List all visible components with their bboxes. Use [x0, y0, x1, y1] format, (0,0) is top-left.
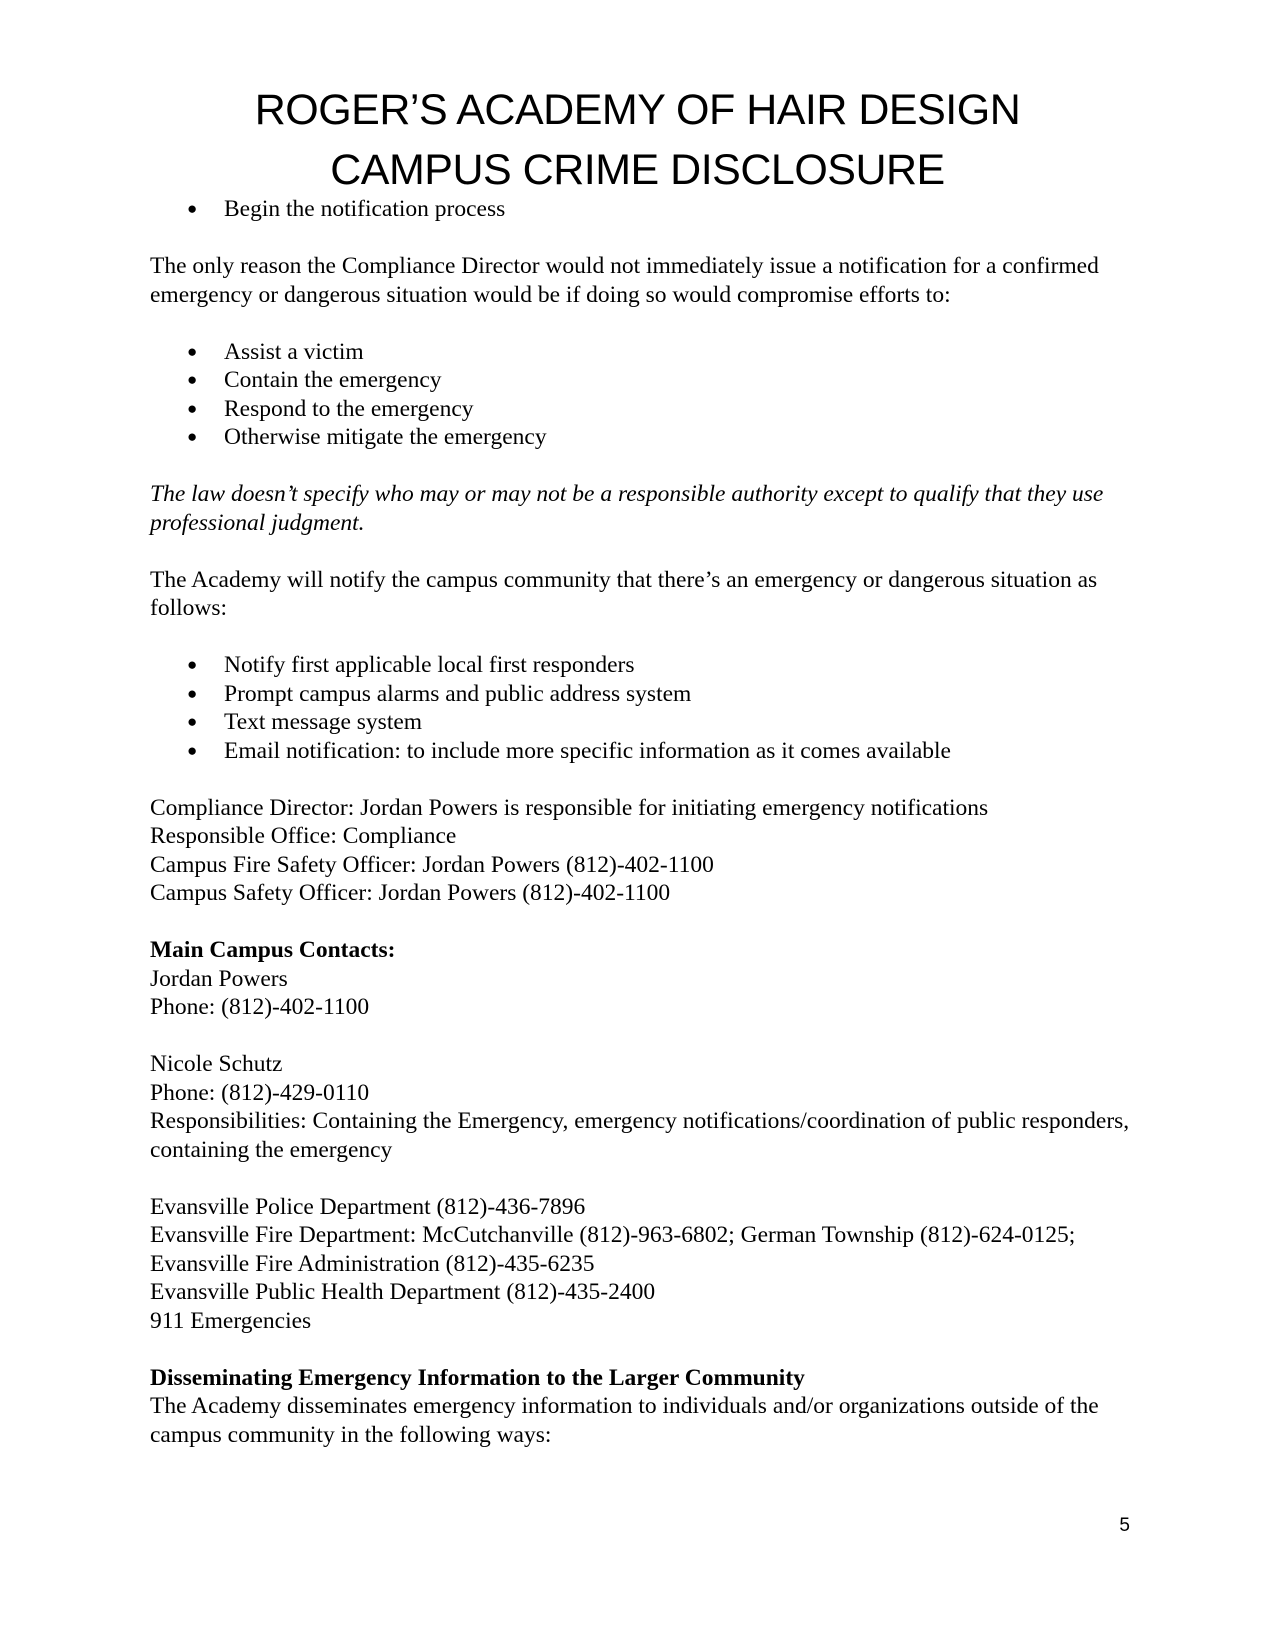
bullet-icon: ● — [187, 683, 198, 703]
responsible-office-line: Responsible Office: Compliance — [150, 823, 457, 849]
paragraph-compromise: The only reason the Compliance Director would not immediately issue a notification for a confirmed emergency or dangerous situation would be if doing so would compromise efforts to: — [150, 253, 1099, 308]
bullet-icon: ● — [187, 712, 198, 731]
bullet-list-notify — [150, 651, 1140, 765]
list-item: ● Email notification: to include more specific information as it comes available — [187, 737, 951, 764]
police-department-line: Evansville Police Department (812)-436-7896 — [150, 1193, 586, 1220]
larger-community-heading: Disseminating Emergency Information to the Larger Community — [150, 1364, 805, 1391]
list-item: ● Assist a victim — [187, 338, 364, 365]
larger-community-section — [150, 1364, 1140, 1450]
header-title: ROGER’S ACADEMY OF HAIR DESIGN — [254, 86, 1021, 134]
italic-law-note: The law doesn’t specify who may or may not be a responsible authority except to qualify that they use professional judgment. — [150, 481, 1104, 536]
bullet-icon: ● — [187, 341, 198, 361]
list-item: ● Notify first applicable local first responders — [187, 652, 635, 678]
safety-officer-line: Campus Safety Officer: Jordan Powers (812)-402-1100 — [150, 880, 671, 906]
list-item: ● Contain the emergency — [187, 367, 442, 393]
bullet-list-efforts — [150, 338, 1140, 452]
officers-block — [150, 794, 1140, 908]
bullet-list-top — [150, 195, 1140, 224]
list-item: ● Prompt campus alarms and public address system — [187, 680, 692, 707]
contact-name: Nicole Schutz — [150, 1051, 283, 1077]
fire-department-line: Evansville Fire Department: McCutchanville (812)-963-6802; German Township (812)-624-0125; Evansville Fire Administration (812)-435-6235 — [150, 1222, 1076, 1277]
list-item: ● Otherwise mitigate the emergency — [187, 424, 547, 450]
list-item: ● Respond to the emergency — [187, 395, 474, 422]
contact-name: Jordan Powers — [150, 965, 288, 992]
bullet-icon: ● — [187, 655, 198, 674]
larger-community-text: The Academy disseminates emergency information to individuals and/or organizations outside of the campus community in the following ways: — [150, 1393, 1099, 1448]
bullet-icon: ● — [187, 740, 198, 760]
document-body — [150, 195, 1140, 1449]
fire-safety-officer-line: Campus Fire Safety Officer: Jordan Powers (812)-402-1100 — [150, 851, 714, 878]
bullet-icon: ● — [187, 370, 198, 389]
list-item: ● Text message system — [187, 709, 423, 735]
bullet-icon: ● — [187, 199, 198, 218]
bullet-icon: ● — [187, 427, 198, 446]
header-subtitle: CAMPUS CRIME DISCLOSURE — [330, 146, 945, 194]
contacts-heading: Main Campus Contacts: — [150, 937, 396, 963]
page-number: 5 — [1119, 1515, 1130, 1536]
contact-responsibilities: Responsibilities: Containing the Emergency, emergency notifications/coordination of public responders, containing the emergency — [150, 1108, 1130, 1163]
contact-phone: Phone: (812)-402-1100 — [150, 994, 370, 1020]
departments-block — [150, 1193, 1140, 1336]
main-campus-contacts — [150, 936, 1140, 1022]
emergency-line: 911 Emergencies — [150, 1307, 312, 1334]
compliance-director-line: Compliance Director: Jordan Powers is responsible for initiating emergency notifications — [150, 794, 989, 821]
health-department-line: Evansville Public Health Department (812)-435-2400 — [150, 1279, 656, 1305]
contact-phone: Phone: (812)-429-0110 — [150, 1079, 370, 1106]
list-item: ● Begin the notification process — [187, 196, 506, 222]
secondary-contact — [150, 1050, 1140, 1164]
paragraph-notify: The Academy will notify the campus community that there’s an emergency or dangerous situation as follows: — [150, 566, 1098, 621]
bullet-icon: ● — [187, 398, 198, 418]
document-header — [0, 80, 1275, 200]
